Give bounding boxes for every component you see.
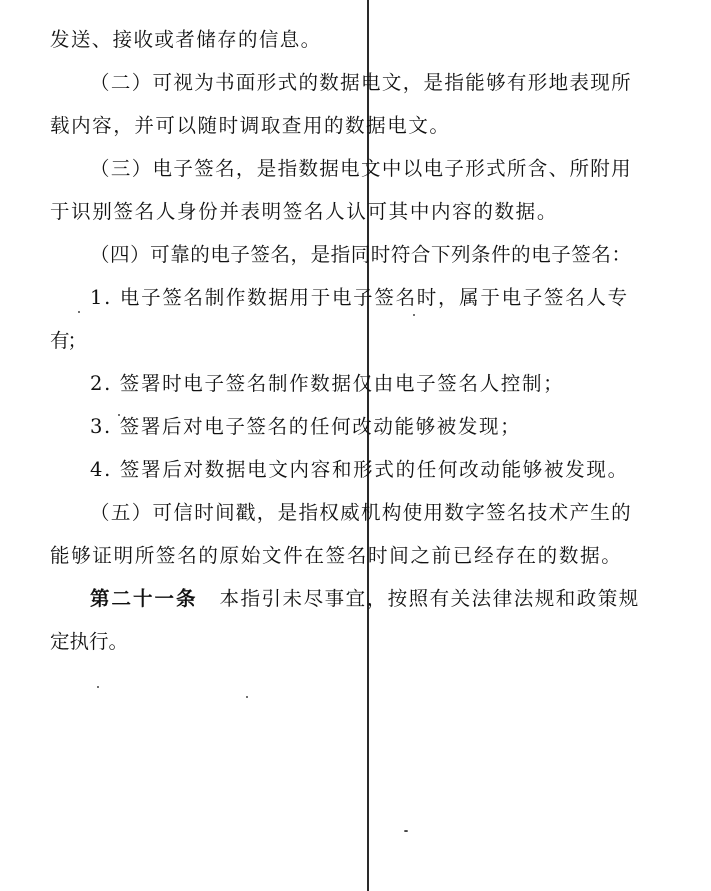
text-line: 4. 签署后对数据电文内容和形式的任何改动能够被发现。: [90, 458, 629, 481]
document-body: [50, 26, 640, 655]
text-line: 于识别签名人身份并表明签名人认可其中内容的数据。: [50, 200, 559, 223]
text-line: （五）可信时间戳，是指权威机构使用数字签名技术产生的: [90, 501, 633, 524]
text-line: 能够证明所签名的原始文件在签名时间之前已经存在的数据。: [50, 544, 623, 567]
text-line: （二）可视为书面形式的数据电文，是指能够有形地表现所: [90, 71, 633, 94]
text-line: 3. 签署后对电子签名的任何改动能够被发现；: [90, 415, 522, 438]
text-line: 载内容，并可以随时调取查用的数据电文。: [50, 114, 451, 137]
text-line: 有；: [50, 329, 86, 352]
text-line: 2. 签署时电子签名制作数据仅由电子签名人控制；: [90, 372, 565, 395]
scan-speck: [404, 830, 408, 832]
text-line: 1. 电子签名制作数据用于电子签名时，属于电子签名人专: [90, 286, 629, 309]
scan-speck: [97, 686, 99, 688]
scan-speck: [246, 696, 248, 698]
article-text: 本指引未尽事宜，按照有关法律法规和政策规: [219, 587, 640, 610]
text-line: （三）电子签名，是指数据电文中以电子形式所含、所附用: [90, 157, 633, 180]
text-line: （四）可靠的电子签名，是指同时符合下列条件的电子签名：: [90, 243, 632, 266]
text-line: 发送、接收或者储存的信息。: [50, 28, 322, 51]
article-line: [50, 585, 640, 612]
article-label: 第二十一条: [90, 587, 198, 610]
text-line: 定执行。: [50, 630, 129, 653]
